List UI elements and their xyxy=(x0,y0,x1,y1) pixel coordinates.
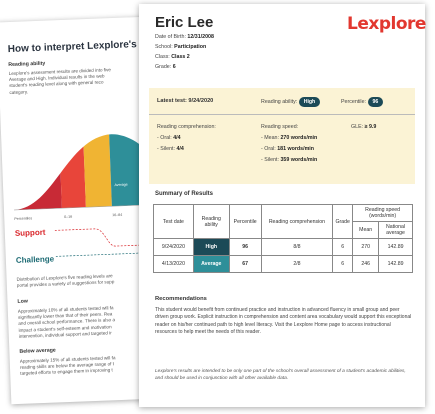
table-row xyxy=(154,239,413,256)
cell-national: 142.89 xyxy=(379,239,413,256)
cell-comprehension: 8/8 xyxy=(261,239,333,256)
class-line: Class: Class 2 xyxy=(155,54,190,60)
below-average-heading: Below average xyxy=(19,347,56,355)
cell-grade: 6 xyxy=(333,239,353,256)
speed-label: Reading speed: xyxy=(261,124,299,130)
curve-average-label: Average xyxy=(114,182,128,188)
speed-mean: - Mean: 270 words/min xyxy=(261,135,318,141)
low-paragraph: Approximately 10% of all students tested will fa significantly lower than that of their peers. Rea and overall school performance. There is also a impact a student's self-esteem and motivation intervention, individual support and targeted ir xyxy=(17,305,116,339)
speed-silent: - Silent: 359 words/min xyxy=(261,157,318,163)
grade-line: Grade: 6 xyxy=(155,64,176,70)
curve-axis-label: Percentiles xyxy=(14,216,33,221)
col-mean: Mean xyxy=(353,222,379,239)
recommendations-text: This student would benefit from continued practice and instruction in advanced fluency in small group and peer driven group work. Explicit instruction in comprehension and content area vocabulary would support this exceptional reader on his/her continued path to high level literacy. Visit the Lexplore Home page to access instructional resources to help meet the needs of this reader. xyxy=(155,307,412,335)
speed-oral: - Oral: 181 words/min xyxy=(261,146,314,152)
dob-line: Date of Birth: 12/31/2008 xyxy=(155,34,214,40)
guide-title: How to interpret Lexplore's xyxy=(7,39,137,56)
results-table xyxy=(153,204,413,273)
col-test-date: Test date xyxy=(154,205,194,239)
support-label: Support xyxy=(14,227,46,238)
table-row xyxy=(154,256,413,273)
cell-mean: 246 xyxy=(353,256,379,273)
student-report-page xyxy=(139,4,425,407)
comprehension-oral: - Oral: 4/4 xyxy=(157,135,181,141)
reading-ability-heading: Reading ability xyxy=(8,60,46,69)
curve-range-mid: 16–84 xyxy=(112,212,123,218)
distribution-paragraph: Distribution of Lexplore's five reading levels are portal provides a variety of suggestions for supp xyxy=(16,273,115,289)
col-comprehension: Reading comprehension xyxy=(261,205,333,239)
below-average-paragraph: Approximately 15% of all students tested will fa reading skills are below the average range of t targeted efforts to engage them in improving t xyxy=(19,355,116,377)
cell-national: 142.89 xyxy=(379,256,413,273)
comprehension-label: Reading comprehension: xyxy=(157,124,216,130)
cell-percentile: 67 xyxy=(229,256,261,273)
reading-ability-badge: High xyxy=(299,97,321,107)
panel-divider xyxy=(149,114,415,115)
col-reading-speed: Reading speed (words/min) xyxy=(353,205,413,222)
col-percentile: Percentile xyxy=(229,205,261,239)
low-heading: Low xyxy=(17,298,28,305)
cell-ability-average: Average xyxy=(193,256,229,273)
cell-percentile: 96 xyxy=(229,239,261,256)
latest-test-panel xyxy=(149,88,415,184)
cell-mean: 270 xyxy=(353,239,379,256)
cell-grade: 6 xyxy=(333,256,353,273)
percentile-badge: 96 xyxy=(368,97,384,107)
student-name: Eric Lee xyxy=(155,14,214,31)
challenge-label: Challenge xyxy=(15,254,55,265)
reading-ability-summary: Reading ability: High xyxy=(261,97,320,107)
cell-comprehension: 2/8 xyxy=(261,256,333,273)
col-grade: Grade xyxy=(333,205,353,239)
summary-title: Summary of Results xyxy=(155,191,214,197)
cell-date: 9/24/2020 xyxy=(154,239,194,256)
lexplore-logo: Lexplore xyxy=(347,14,426,34)
latest-test-line: Latest test: 9/24/2020 xyxy=(157,98,214,104)
recommendations-title: Recommendations xyxy=(155,296,207,302)
intro-paragraph: Lexplore's assessment results are divided into five Average and High. Individual results in the web student's reading level along with general reco category. xyxy=(8,67,111,95)
gle-value: GLE: ≥ 9.9 xyxy=(351,124,377,130)
percentile-summary: Percentile: 96 xyxy=(341,97,383,107)
cell-ability-high: High xyxy=(193,239,229,256)
cell-date: 4/13/2020 xyxy=(154,256,194,273)
curve-range-low: 0–16 xyxy=(64,214,73,220)
col-reading-ability: Reading ability xyxy=(193,205,229,239)
col-national-average: National average xyxy=(379,222,413,239)
disclaimer-text: Lexplore's results are intended to be only one part of the school's overall assessment of a student's academic abilities, and should be used in conjunction with all other available data. xyxy=(155,369,406,381)
school-line: School: Participation xyxy=(155,44,207,50)
comprehension-silent: - Silent: 4/4 xyxy=(157,146,184,152)
